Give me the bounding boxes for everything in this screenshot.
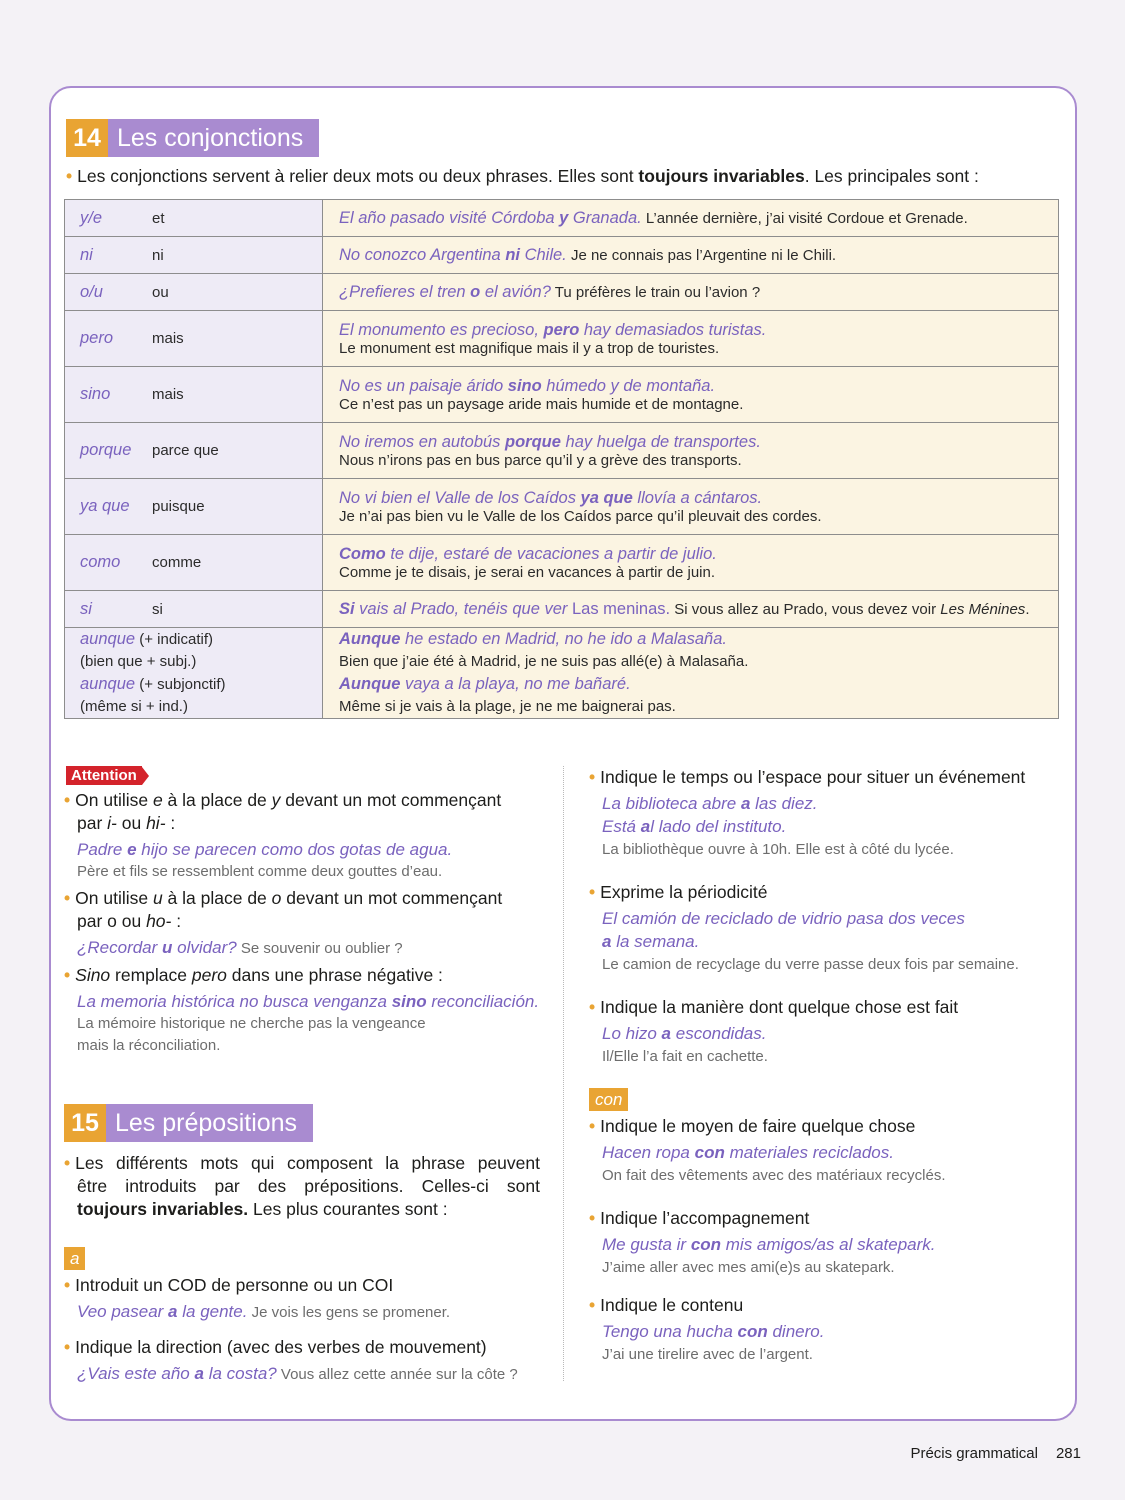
table-row [65, 535, 1059, 591]
conjunction-es: porque [80, 441, 132, 459]
conjunction-fr: ni [152, 246, 164, 264]
text: On utilise [75, 888, 153, 908]
text: (même si + ind.) [80, 698, 188, 715]
text: par [77, 813, 108, 833]
text: Indique le contenu [600, 1295, 744, 1315]
preposition-a-left [64, 1247, 540, 1386]
text: devant un mot commençant [280, 790, 502, 810]
example-translation: Comme je te disais, je serai en vacances à partir de juin. [339, 563, 716, 581]
text: he estado en Madrid, no he ido a Malasaña. [400, 630, 727, 648]
preposition-tag-con: con [589, 1088, 628, 1111]
text: con [690, 1235, 722, 1254]
text: Hacen ropa [602, 1143, 695, 1162]
conjunction-cell [65, 423, 323, 479]
attention-rule-2 [64, 887, 540, 933]
text: J’ai une tirelire avec de l’argent. [602, 1346, 813, 1363]
text: J’aime aller avec mes ami(e)s au skatepark. [602, 1259, 895, 1276]
text: . [1025, 600, 1030, 618]
preposition-tag-a: a [64, 1247, 85, 1270]
text: dinero. [767, 1322, 825, 1341]
conjunctions-intro [66, 166, 1058, 187]
text: La bibliothèque ouvre à 10h. Elle est à côté du lycée. [602, 841, 954, 858]
text: ho- [146, 911, 172, 931]
text: e [152, 790, 163, 810]
text: sino [391, 992, 427, 1011]
example-translation: L’année dernière, j’ai visité Cordoue et Grenade. [641, 209, 968, 227]
bullet-icon: • [64, 1337, 71, 1357]
text: aunque [80, 675, 136, 693]
text: las diez. [750, 794, 818, 813]
text: la costa? [203, 1364, 277, 1383]
text: Indique le moyen de faire quelque chose [600, 1116, 916, 1136]
example-es: El monumento es precioso, pero hay demasiados turistas. [339, 320, 767, 339]
conjunctions-table [64, 199, 1059, 719]
text: la semana. [611, 932, 700, 951]
text: Aunque [339, 630, 401, 648]
conjunction-cell [65, 237, 323, 274]
text: materiales reciclados. [724, 1143, 894, 1162]
text: (+ indicatif) [135, 631, 214, 648]
example [64, 936, 540, 960]
conjunction-fr: puisque [152, 498, 205, 515]
conjunction-cell [65, 628, 323, 719]
attention-label [66, 766, 149, 785]
bullet-icon: • [66, 166, 73, 186]
example-es: No vi bien el Valle de los Caídos ya que llovía a cántaros. [339, 488, 763, 507]
table-row [65, 423, 1059, 479]
example-cell [323, 367, 1059, 423]
bullet-icon: • [589, 1208, 596, 1228]
text: à la place de [162, 888, 272, 908]
text: ¿Vais este año [77, 1364, 195, 1383]
example-cell [323, 274, 1059, 311]
text: mis amigos/as al skatepark. [721, 1235, 936, 1254]
example-translation: Ce n’est pas un paysage aride mais humide et de montagne. [339, 395, 744, 413]
text: reconciliación. [426, 992, 540, 1011]
text: Indique la manière dont quelque chose est fait [600, 997, 959, 1017]
text: la gente. [177, 1302, 248, 1321]
example-translation: Je n’ai pas bien vu le Valle de los Caídos parce qu’il pleuvait des cordes. [339, 507, 822, 525]
example-translation: Le monument est magnifique mais il y a trop de touristes. [339, 339, 720, 357]
text: Bien que j’aie été à Madrid, je ne suis pas allé(e) à Malasaña. [339, 653, 749, 670]
example-translation: Nous n’irons pas en bus parce qu’il y a grève des transports. [339, 451, 742, 469]
text: a [661, 1024, 672, 1043]
text: ou [116, 813, 147, 833]
bullet-icon: • [589, 1116, 596, 1136]
section-title: Les conjonctions [108, 119, 319, 157]
conjunction-fr: mais [152, 386, 184, 403]
text: Padre [77, 840, 128, 859]
text: Veo pasear [77, 1302, 169, 1321]
example-es: Como te dije, estaré de vacaciones a partir de julio. [339, 544, 717, 563]
table-row [65, 311, 1059, 367]
bullet-icon: • [64, 888, 71, 908]
conjunction-es: ya que [80, 497, 130, 515]
text: aunque [80, 630, 136, 648]
text: si [152, 600, 163, 618]
conjunction-cell [65, 367, 323, 423]
text: Si [339, 599, 355, 618]
conjunction-fr: mais [152, 330, 184, 347]
text: Vous allez cette année sur la côte ? [276, 1366, 518, 1383]
page-footer [910, 1445, 1081, 1462]
example-es: No iremos en autobús porque hay huelga de transportes. [339, 432, 761, 451]
text: Les plus courantes sont : [248, 1199, 448, 1219]
text: être introduits par des prépositions. Celles-ci sont [77, 1176, 540, 1196]
table-row [65, 591, 1059, 628]
right-column [589, 766, 1064, 1366]
table-row [65, 628, 1059, 719]
text: Introduit un COD de personne ou un COI [75, 1275, 394, 1295]
text: con [694, 1143, 725, 1162]
conjunction-es: ni [80, 245, 93, 264]
text: . Les principales sont : [804, 166, 979, 186]
conjunction-fr: et [152, 209, 165, 227]
bullet-icon: • [64, 790, 71, 810]
text: Lo hizo [602, 1024, 662, 1043]
text: con [737, 1322, 768, 1341]
table-row [65, 200, 1059, 237]
text: pero [191, 965, 227, 985]
section-number: 14 [66, 119, 108, 157]
text: On fait des vêtements avec des matériaux recyclés. [602, 1167, 946, 1184]
example-es: ¿Prefieres el tren o el avión? Tu préfères le train ou l’avion ? [339, 282, 761, 301]
example-es: No es un paisaje árido sino húmedo y de montaña. [339, 376, 716, 395]
text: Las meninas. [571, 599, 671, 618]
text: (bien que + subj.) [80, 653, 197, 670]
page-number: 281 [1055, 1445, 1081, 1462]
translation: La mémoire historique ne cherche pas la vengeance [77, 1015, 426, 1032]
example-cell [323, 423, 1059, 479]
text: a [740, 794, 751, 813]
text: toujours invariables [638, 166, 805, 186]
example-cell [323, 311, 1059, 367]
conjunction-es: o/u [80, 282, 103, 301]
text: Sino [75, 965, 111, 985]
text: i- [107, 813, 117, 833]
bullet-icon: • [64, 1275, 71, 1295]
conjunction-cell [65, 200, 323, 237]
text: a [168, 1302, 178, 1321]
text: ¿Recordar [77, 938, 163, 957]
conjunction-cell [65, 535, 323, 591]
translation: Père et fils se ressemblent comme deux gouttes d’eau. [77, 863, 443, 880]
example-cell [323, 591, 1059, 628]
example-cell [323, 237, 1059, 274]
text: si [80, 599, 92, 618]
conjunction-es: sino [80, 385, 111, 403]
example-cell [323, 479, 1059, 535]
text: Indique l’accompagnement [600, 1208, 810, 1228]
arrow-icon [142, 767, 149, 785]
conjunction-cell [65, 479, 323, 535]
text: (+ subjonctif) [135, 676, 226, 693]
text: olvidar? [172, 938, 237, 957]
text: Se souvenir ou oublier ? [236, 940, 403, 957]
translation: mais la réconciliation. [77, 1037, 221, 1054]
text: Está [602, 817, 641, 836]
table-row [65, 367, 1059, 423]
conjunction-fr: comme [152, 554, 202, 571]
conjunction-es: pero [80, 329, 114, 347]
section-15-header [64, 1104, 313, 1142]
text: vaya a la playa, no me bañaré. [400, 675, 631, 693]
text: Si vous allez au Prado, vous devez voir [670, 600, 941, 618]
text: Même si je vais à la plage, je ne me baignerai pas. [339, 698, 676, 715]
section-14-header [66, 119, 319, 157]
bullet-icon: • [589, 882, 596, 902]
text: Le camion de recyclage du verre passe deux fois par semaine. [602, 956, 1019, 973]
text: Exprime la périodicité [600, 882, 768, 902]
text: Les Ménines [940, 600, 1026, 618]
example [64, 990, 540, 1013]
text: u [162, 938, 173, 957]
footer-label: Précis grammatical [910, 1445, 1038, 1462]
text: : [171, 911, 182, 931]
example [64, 838, 540, 861]
conjunction-cell [65, 274, 323, 311]
text: escondidas. [671, 1024, 767, 1043]
text: Indique la direction (avec des verbes de mouvement) [75, 1337, 487, 1357]
bullet-icon: • [64, 1153, 71, 1173]
text: à la place de [162, 790, 272, 810]
text: Attention [66, 766, 142, 785]
text: u [152, 888, 163, 908]
text: Je vois les gens se promener. [247, 1304, 451, 1321]
conjunction-cell [65, 591, 323, 628]
text: a [640, 817, 651, 836]
text: l lado del instituto. [650, 817, 787, 836]
text: Tengo una hucha [602, 1322, 738, 1341]
text: Les différents mots qui composent la phrase peuvent [75, 1153, 540, 1173]
example-cell [323, 200, 1059, 237]
attention-rule-1 [64, 789, 540, 835]
conjunction-fr: parce que [152, 442, 219, 459]
text: dans une phrase négative : [226, 965, 443, 985]
left-column [64, 766, 540, 1057]
bullet-icon: • [589, 1295, 596, 1315]
table-row [65, 237, 1059, 274]
attention-rule-3 [64, 964, 540, 987]
text: a [194, 1364, 204, 1383]
text: : [165, 813, 176, 833]
text: toujours invariables. [77, 1199, 249, 1219]
text: a [602, 932, 612, 951]
text: devant un mot commençant [281, 888, 503, 908]
example-cell [323, 535, 1059, 591]
text: On utilise [75, 790, 153, 810]
text: Les conjonctions servent à relier deux mots ou deux phrases. Elles sont [77, 166, 639, 186]
bullet-icon: • [589, 767, 596, 787]
example-translation: Tu préfères le train ou l’avion ? [550, 283, 761, 301]
conjunction-es: como [80, 553, 121, 571]
text: e [127, 840, 137, 859]
section-title: Les prépositions [106, 1104, 313, 1142]
text: hi- [146, 813, 166, 833]
text: Aunque [339, 675, 401, 693]
text: y [271, 790, 281, 810]
column-divider [563, 766, 564, 1381]
table-row [65, 274, 1059, 311]
text: Il/Elle l’a fait en cachette. [602, 1048, 768, 1065]
conjunction-fr: ou [152, 283, 169, 301]
prepositions-intro [64, 1152, 540, 1221]
conjunction-cell [65, 311, 323, 367]
text: La memoria histórica no busca venganza [77, 992, 392, 1011]
conjunction-es: y/e [80, 208, 103, 227]
text: o [271, 888, 282, 908]
text: Indique le temps ou l’espace pour situer un événement [600, 767, 1026, 787]
example-translation: Je ne connais pas l’Argentine ni le Chili. [566, 246, 837, 264]
text: vais al Prado, tenéis que ver [354, 599, 572, 618]
example-es: No conozco Argentina ni Chile. Je ne connais pas l’Argentine ni le Chili. [339, 245, 837, 264]
example-cell [323, 628, 1059, 719]
text: hijo se parecen como dos gotas de agua. [136, 840, 453, 859]
section-number: 15 [64, 1104, 106, 1142]
bullet-icon: • [589, 997, 596, 1017]
text: par o ou [77, 911, 147, 931]
text: Me gusta ir [602, 1235, 691, 1254]
text: La biblioteca abre [602, 794, 741, 813]
text: remplace [110, 965, 192, 985]
example-es: El año pasado visité Córdoba y Granada. L’année dernière, j’ai visité Cordoue et Grenade. [339, 208, 968, 227]
text: El camión de reciclado de vidrio pasa dos veces [602, 909, 965, 928]
bullet-icon: • [64, 965, 71, 985]
table-row [65, 479, 1059, 535]
